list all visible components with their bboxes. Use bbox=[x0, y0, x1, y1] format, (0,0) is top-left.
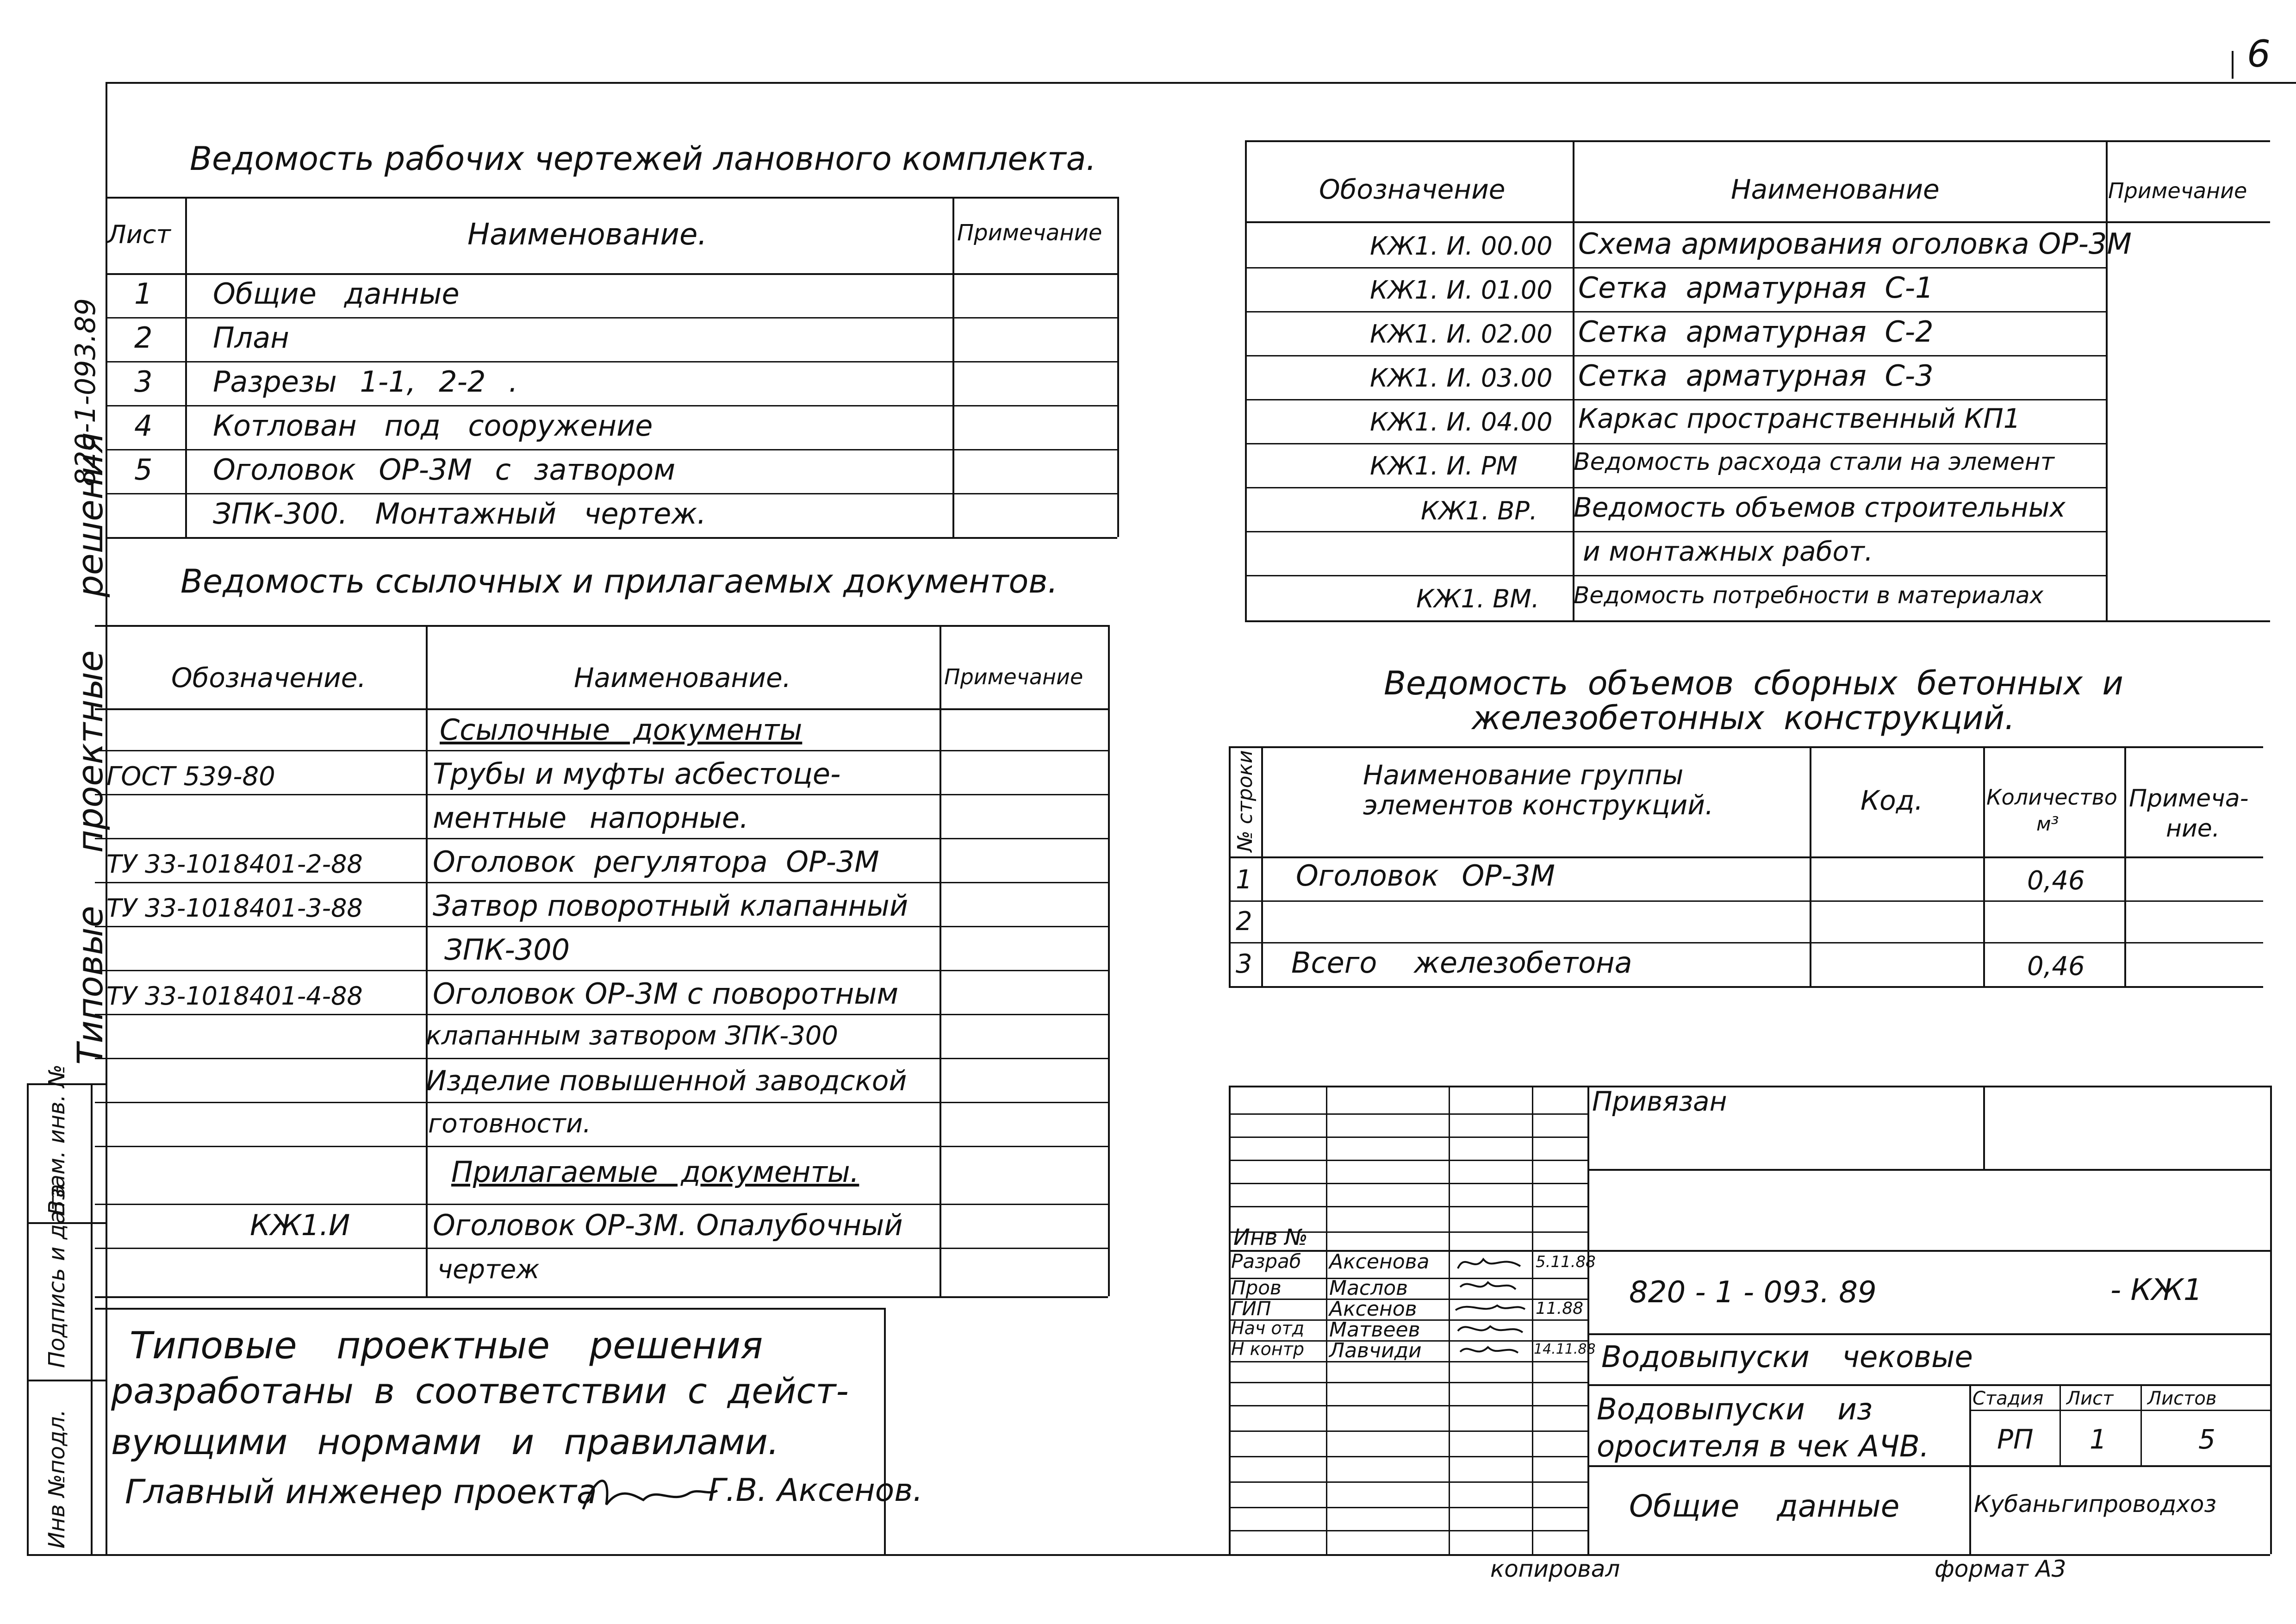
stamp-person: Матвеев bbox=[1329, 1318, 1420, 1342]
references-row-line bbox=[95, 1102, 1108, 1103]
note-chief: Г.В. Аксенов. bbox=[708, 1472, 923, 1509]
drawings-right bbox=[1117, 197, 1119, 537]
concrete-row-qty: 0,46 bbox=[2027, 951, 2085, 981]
concrete-col-line bbox=[1261, 746, 1263, 986]
stamp-sheet-label: Лист bbox=[2066, 1388, 2114, 1409]
stamp-person: Лавчиди bbox=[1329, 1339, 1422, 1362]
stamp-bottom bbox=[1229, 1554, 2270, 1556]
sheets-name: Каркас пространственный КП1 bbox=[1578, 403, 2021, 434]
sheets-row-line bbox=[1245, 355, 2106, 356]
references-code: КЖ1.И bbox=[250, 1208, 350, 1242]
stamp-row bbox=[1229, 1481, 1587, 1483]
drawings-name: ЗПК-300. Монтажный чертеж. bbox=[213, 497, 706, 531]
drawings-name: Разрезы 1-1, 2-2 . bbox=[213, 365, 518, 399]
stamp-row bbox=[1229, 1430, 1587, 1432]
note-top bbox=[95, 1308, 884, 1310]
sheets-code: КЖ1. И. 02.00 bbox=[1370, 319, 1553, 349]
references-name: ментные напорные. bbox=[433, 801, 749, 835]
drawings-name: Общие данные bbox=[213, 277, 460, 311]
references-title: Ведомость ссылочных и прилагаемых документов. bbox=[180, 562, 1058, 600]
references-row-line bbox=[95, 750, 1108, 751]
side-strip-left bbox=[27, 1083, 29, 1554]
stamp-sheet: 1 bbox=[2090, 1424, 2107, 1455]
stamp-role: ГИП bbox=[1231, 1297, 1271, 1320]
concrete-row-line bbox=[1229, 900, 2263, 902]
side-label-inv: Инв №подл. bbox=[44, 1409, 70, 1549]
sheets-name: Ведомость потребности в материалах bbox=[1574, 582, 2044, 609]
sheets-header-bottom bbox=[1245, 221, 2270, 223]
drawings-row-line bbox=[106, 449, 1117, 450]
drawings-row-line bbox=[106, 493, 1117, 494]
sheets-row-line bbox=[1245, 531, 2106, 532]
note-right bbox=[884, 1308, 886, 1554]
stamp-row bbox=[1229, 1456, 1587, 1457]
references-name: готовности. bbox=[428, 1109, 591, 1139]
drawings-name: Котлован под сооружение bbox=[213, 409, 653, 443]
sheets-code: КЖ1. ВМ. bbox=[1416, 584, 1539, 613]
concrete-bottom bbox=[1229, 986, 2263, 988]
sheets-name: Ведомость расхода стали на элемент bbox=[1574, 448, 2054, 476]
drawings-col-line bbox=[185, 197, 187, 537]
references-col-line bbox=[426, 625, 428, 1296]
concrete-header-group-2: элементов конструкций. bbox=[1363, 789, 1714, 821]
frame-top bbox=[106, 82, 2296, 84]
sheets-left bbox=[1245, 140, 1247, 620]
sheets-col-line bbox=[2106, 140, 2108, 620]
references-header-name: Наименование. bbox=[574, 662, 791, 693]
stamp-title-bottom bbox=[1587, 1465, 2270, 1467]
references-row-line bbox=[95, 1204, 1108, 1205]
stamp-bound-divider bbox=[1983, 1086, 1985, 1169]
concrete-title-2: железобетонных конструкций. bbox=[1472, 699, 2015, 737]
stamp-date: 5.11.88 bbox=[1536, 1253, 1596, 1271]
concrete-row-n: 3 bbox=[1236, 949, 1252, 979]
stamp-doc-code: 820 - 1 - 093. 89 bbox=[1629, 1275, 1877, 1310]
references-header-bottom bbox=[95, 708, 1108, 710]
side-series: Типовые проектные решения bbox=[69, 432, 111, 1065]
stamp-person: Маслов bbox=[1329, 1276, 1408, 1300]
sheets-name: Ведомость объемов строительных bbox=[1574, 492, 2066, 523]
concrete-row-n: 2 bbox=[1236, 906, 1252, 937]
concrete-header-note-2: ние. bbox=[2166, 815, 2220, 843]
sheets-code: КЖ1. И. РМ bbox=[1370, 451, 1518, 481]
references-row-line bbox=[95, 926, 1108, 927]
references-row-line bbox=[95, 1146, 1108, 1147]
references-top bbox=[95, 625, 1108, 627]
stamp-inv: Инв № bbox=[1233, 1224, 1308, 1250]
drawings-sheet: 5 bbox=[134, 453, 153, 487]
frame-bottom bbox=[27, 1554, 1230, 1556]
concrete-header-qty-2: м³ bbox=[2036, 812, 2059, 835]
stamp-person: Аксенова bbox=[1329, 1250, 1430, 1274]
references-code: ТУ 33-1018401-2-88 bbox=[106, 849, 363, 879]
sheets-header-code: Обозначение bbox=[1319, 174, 1506, 205]
references-row-line bbox=[95, 882, 1108, 883]
concrete-row-name: Оголовок ОР-3М bbox=[1296, 859, 1555, 893]
references-name: Оголовок ОР-3М с поворотным bbox=[433, 977, 899, 1011]
references-name: чертеж bbox=[437, 1255, 540, 1285]
concrete-header-bottom bbox=[1229, 856, 2263, 858]
drawings-title: Ведомость рабочих чертежей лановного комплекта. bbox=[190, 140, 1096, 178]
drawings-row-line bbox=[106, 405, 1117, 406]
drawings-row-line bbox=[106, 361, 1117, 362]
note-line4: Главный инженер проекта bbox=[125, 1472, 597, 1511]
references-name: Затвор поворотный клапанный bbox=[433, 889, 908, 923]
drawings-sheet: 3 bbox=[134, 365, 153, 399]
references-code: ГОСТ 539-80 bbox=[106, 762, 275, 792]
references-name: клапанным затвором ЗПК-300 bbox=[426, 1021, 839, 1051]
stamp-date: 14.11.88 bbox=[1534, 1341, 1596, 1357]
concrete-header-qty-1: Количество bbox=[1986, 785, 2117, 810]
drawings-header-name: Наименование. bbox=[467, 218, 707, 252]
sheets-row-line bbox=[1245, 575, 2106, 576]
stamp-row bbox=[1229, 1183, 1587, 1184]
stamp-object-bottom bbox=[1587, 1384, 2270, 1386]
page-number: 6 bbox=[2247, 32, 2271, 75]
concrete-left bbox=[1229, 746, 1231, 986]
stamp-row bbox=[1229, 1382, 1587, 1383]
stamp-bound-bottom bbox=[1587, 1169, 2270, 1171]
stamp-stage-col bbox=[2140, 1384, 2142, 1465]
drawings-row-line bbox=[106, 317, 1117, 319]
concrete-header-code: Код. bbox=[1860, 785, 1923, 816]
concrete-col-line bbox=[1983, 746, 1985, 986]
stamp-role: Н контр bbox=[1231, 1339, 1304, 1359]
sheets-code: КЖ1. ВР. bbox=[1421, 496, 1537, 525]
note-line2: разработаны в соответствии с дейст- bbox=[111, 1370, 849, 1412]
note-line1: Типовые проектные решения bbox=[130, 1324, 763, 1367]
stamp-row bbox=[1229, 1113, 1587, 1115]
references-row-line bbox=[95, 794, 1108, 795]
sheets-row-line bbox=[1245, 399, 2106, 400]
references-row-line bbox=[95, 1014, 1108, 1015]
sheets-col-line bbox=[1573, 140, 1574, 620]
sheets-name: Сетка арматурная С-3 bbox=[1578, 359, 1934, 393]
stamp-row bbox=[1229, 1530, 1587, 1531]
concrete-top bbox=[1229, 746, 2263, 748]
side-label-swap: Взам. инв. № bbox=[44, 1064, 70, 1215]
sheets-row-line bbox=[1245, 311, 2106, 312]
drawings-header-bottom bbox=[106, 273, 1117, 275]
references-code: ТУ 33-1018401-3-88 bbox=[106, 893, 363, 923]
references-name: Изделие повышенной заводской bbox=[426, 1065, 907, 1097]
stamp-object: Водовыпуски чековые bbox=[1601, 1340, 1973, 1374]
references-header-code: Обозначение. bbox=[171, 662, 366, 693]
stamp-stage-row bbox=[1969, 1410, 2270, 1411]
footer-format: формат А3 bbox=[1935, 1555, 2066, 1582]
sheets-name: Схема армирования оголовка ОР-3М bbox=[1578, 227, 2132, 261]
sheets-name: Сетка арматурная С-1 bbox=[1578, 271, 1934, 305]
references-name: Оголовок регулятора ОР-3М bbox=[433, 845, 879, 879]
stamp-org: Кубаньгипроводхоз bbox=[1974, 1491, 2216, 1518]
references-col-line bbox=[940, 625, 941, 1296]
sheets-row-line bbox=[1245, 267, 2106, 269]
stamp-row bbox=[1229, 1137, 1587, 1138]
references-row-line bbox=[95, 970, 1108, 971]
drawings-top bbox=[106, 197, 1117, 199]
references-name: Ссылочные документы bbox=[440, 713, 803, 747]
sheets-header-name: Наименование bbox=[1731, 174, 1940, 205]
sheets-code: КЖ1. И. 00.00 bbox=[1370, 231, 1553, 261]
stamp-role: Пров bbox=[1231, 1276, 1282, 1299]
stamp-row bbox=[1229, 1206, 1587, 1207]
sheets-row-line bbox=[1245, 443, 2106, 444]
drawings-sheet: 2 bbox=[134, 321, 153, 355]
drawings-sheet: 4 bbox=[134, 409, 153, 443]
note-line3: вующими нормами и правилами. bbox=[111, 1421, 779, 1462]
references-name: ЗПК-300 bbox=[444, 933, 570, 967]
sheets-header-note: Примечание bbox=[2108, 178, 2247, 203]
stamp-col bbox=[1587, 1086, 1589, 1554]
sheets-name: и монтажных работ. bbox=[1583, 536, 1873, 567]
references-name: Оголовок ОР-3М. Опалубочный bbox=[433, 1208, 903, 1242]
stamp-stage-col bbox=[2060, 1384, 2061, 1465]
drawings-name: План bbox=[213, 321, 289, 355]
references-right bbox=[1108, 625, 1110, 1296]
sheets-bottom bbox=[1245, 620, 2270, 622]
side-strip-outer bbox=[91, 1083, 93, 1554]
stamp-row bbox=[1229, 1160, 1587, 1161]
concrete-col-line bbox=[1810, 746, 1811, 986]
stamp-role: Нач отд bbox=[1231, 1318, 1305, 1338]
references-bottom bbox=[95, 1296, 1108, 1298]
stamp-row bbox=[1229, 1278, 1587, 1279]
references-row-line bbox=[95, 838, 1108, 839]
side-code: 820-1-093.89 bbox=[69, 298, 102, 486]
drawings-name: Оголовок ОР-3М с затвором bbox=[213, 453, 676, 487]
stamp-row bbox=[1229, 1405, 1587, 1406]
stamp-row bbox=[1229, 1507, 1587, 1508]
stamp-drawing-name: Общие данные bbox=[1629, 1488, 1900, 1524]
sheets-name: Сетка арматурная С-2 bbox=[1578, 315, 1934, 349]
references-code: ТУ 33-1018401-4-88 bbox=[106, 981, 363, 1011]
sheets-code: КЖ1. И. 03.00 bbox=[1370, 363, 1553, 393]
concrete-col-line bbox=[2124, 746, 2126, 986]
stamp-sheets: 5 bbox=[2198, 1424, 2215, 1455]
stamp-person: Аксенов bbox=[1329, 1297, 1417, 1321]
references-header-note: Примечание bbox=[944, 664, 1083, 689]
drawings-header-note: Примечание bbox=[957, 220, 1102, 246]
stamp-title-2: оросителя в чек АЧВ. bbox=[1597, 1430, 1929, 1464]
concrete-title-1: Ведомость объемов сборных бетонных и bbox=[1384, 664, 2123, 702]
references-name: Прилагаемые документы. bbox=[451, 1155, 859, 1189]
stamp-title-1: Водовыпуски из bbox=[1597, 1393, 1873, 1427]
corner-tick bbox=[2232, 51, 2234, 79]
references-row-line bbox=[95, 1248, 1108, 1249]
stamp-role: Разраб bbox=[1231, 1250, 1301, 1273]
chief-signature bbox=[579, 1468, 722, 1518]
concrete-header-note-1: Примеча- bbox=[2129, 785, 2249, 812]
sheets-top bbox=[1245, 140, 2270, 142]
drawings-col-line bbox=[952, 197, 954, 537]
stamp-right bbox=[2270, 1086, 2272, 1554]
stamp-mark: - КЖ1 bbox=[2110, 1273, 2203, 1307]
footer-copied: копировал bbox=[1490, 1555, 1620, 1582]
stamp-signatures bbox=[1451, 1250, 1530, 1361]
stamp-top bbox=[1229, 1086, 2270, 1087]
concrete-header-group-1: Наименование группы bbox=[1363, 759, 1684, 791]
references-row-line bbox=[95, 1058, 1108, 1059]
stamp-bound: Привязан bbox=[1592, 1086, 1727, 1117]
concrete-row-qty: 0,46 bbox=[2027, 866, 2085, 896]
side-label-sign: Подпись и дата bbox=[44, 1184, 70, 1368]
concrete-row-name: Всего железобетона bbox=[1291, 946, 1632, 980]
stamp-sheets-label: Листов bbox=[2147, 1388, 2217, 1409]
stamp-date: 11.88 bbox=[1536, 1299, 1584, 1318]
drawings-sheet: 1 bbox=[134, 277, 153, 311]
stamp-object-top bbox=[1587, 1333, 2270, 1335]
sheets-row-line bbox=[1245, 487, 2106, 488]
concrete-row-line bbox=[1229, 942, 2263, 943]
stamp-stage: РП bbox=[1997, 1424, 2034, 1455]
concrete-row-n: 1 bbox=[1236, 865, 1252, 895]
concrete-header-row: № строки bbox=[1233, 750, 1257, 852]
drawings-bottom bbox=[106, 537, 1117, 539]
references-name: Трубы и муфты асбестоце- bbox=[433, 757, 841, 791]
sheets-code: КЖ1. И. 01.00 bbox=[1370, 275, 1553, 305]
stamp-stage-label: Стадия bbox=[1972, 1388, 2044, 1409]
sheets-code: КЖ1. И. 04.00 bbox=[1370, 407, 1553, 437]
side-strip-div2 bbox=[27, 1380, 106, 1381]
drawings-header-sheet: Лист bbox=[107, 220, 171, 249]
